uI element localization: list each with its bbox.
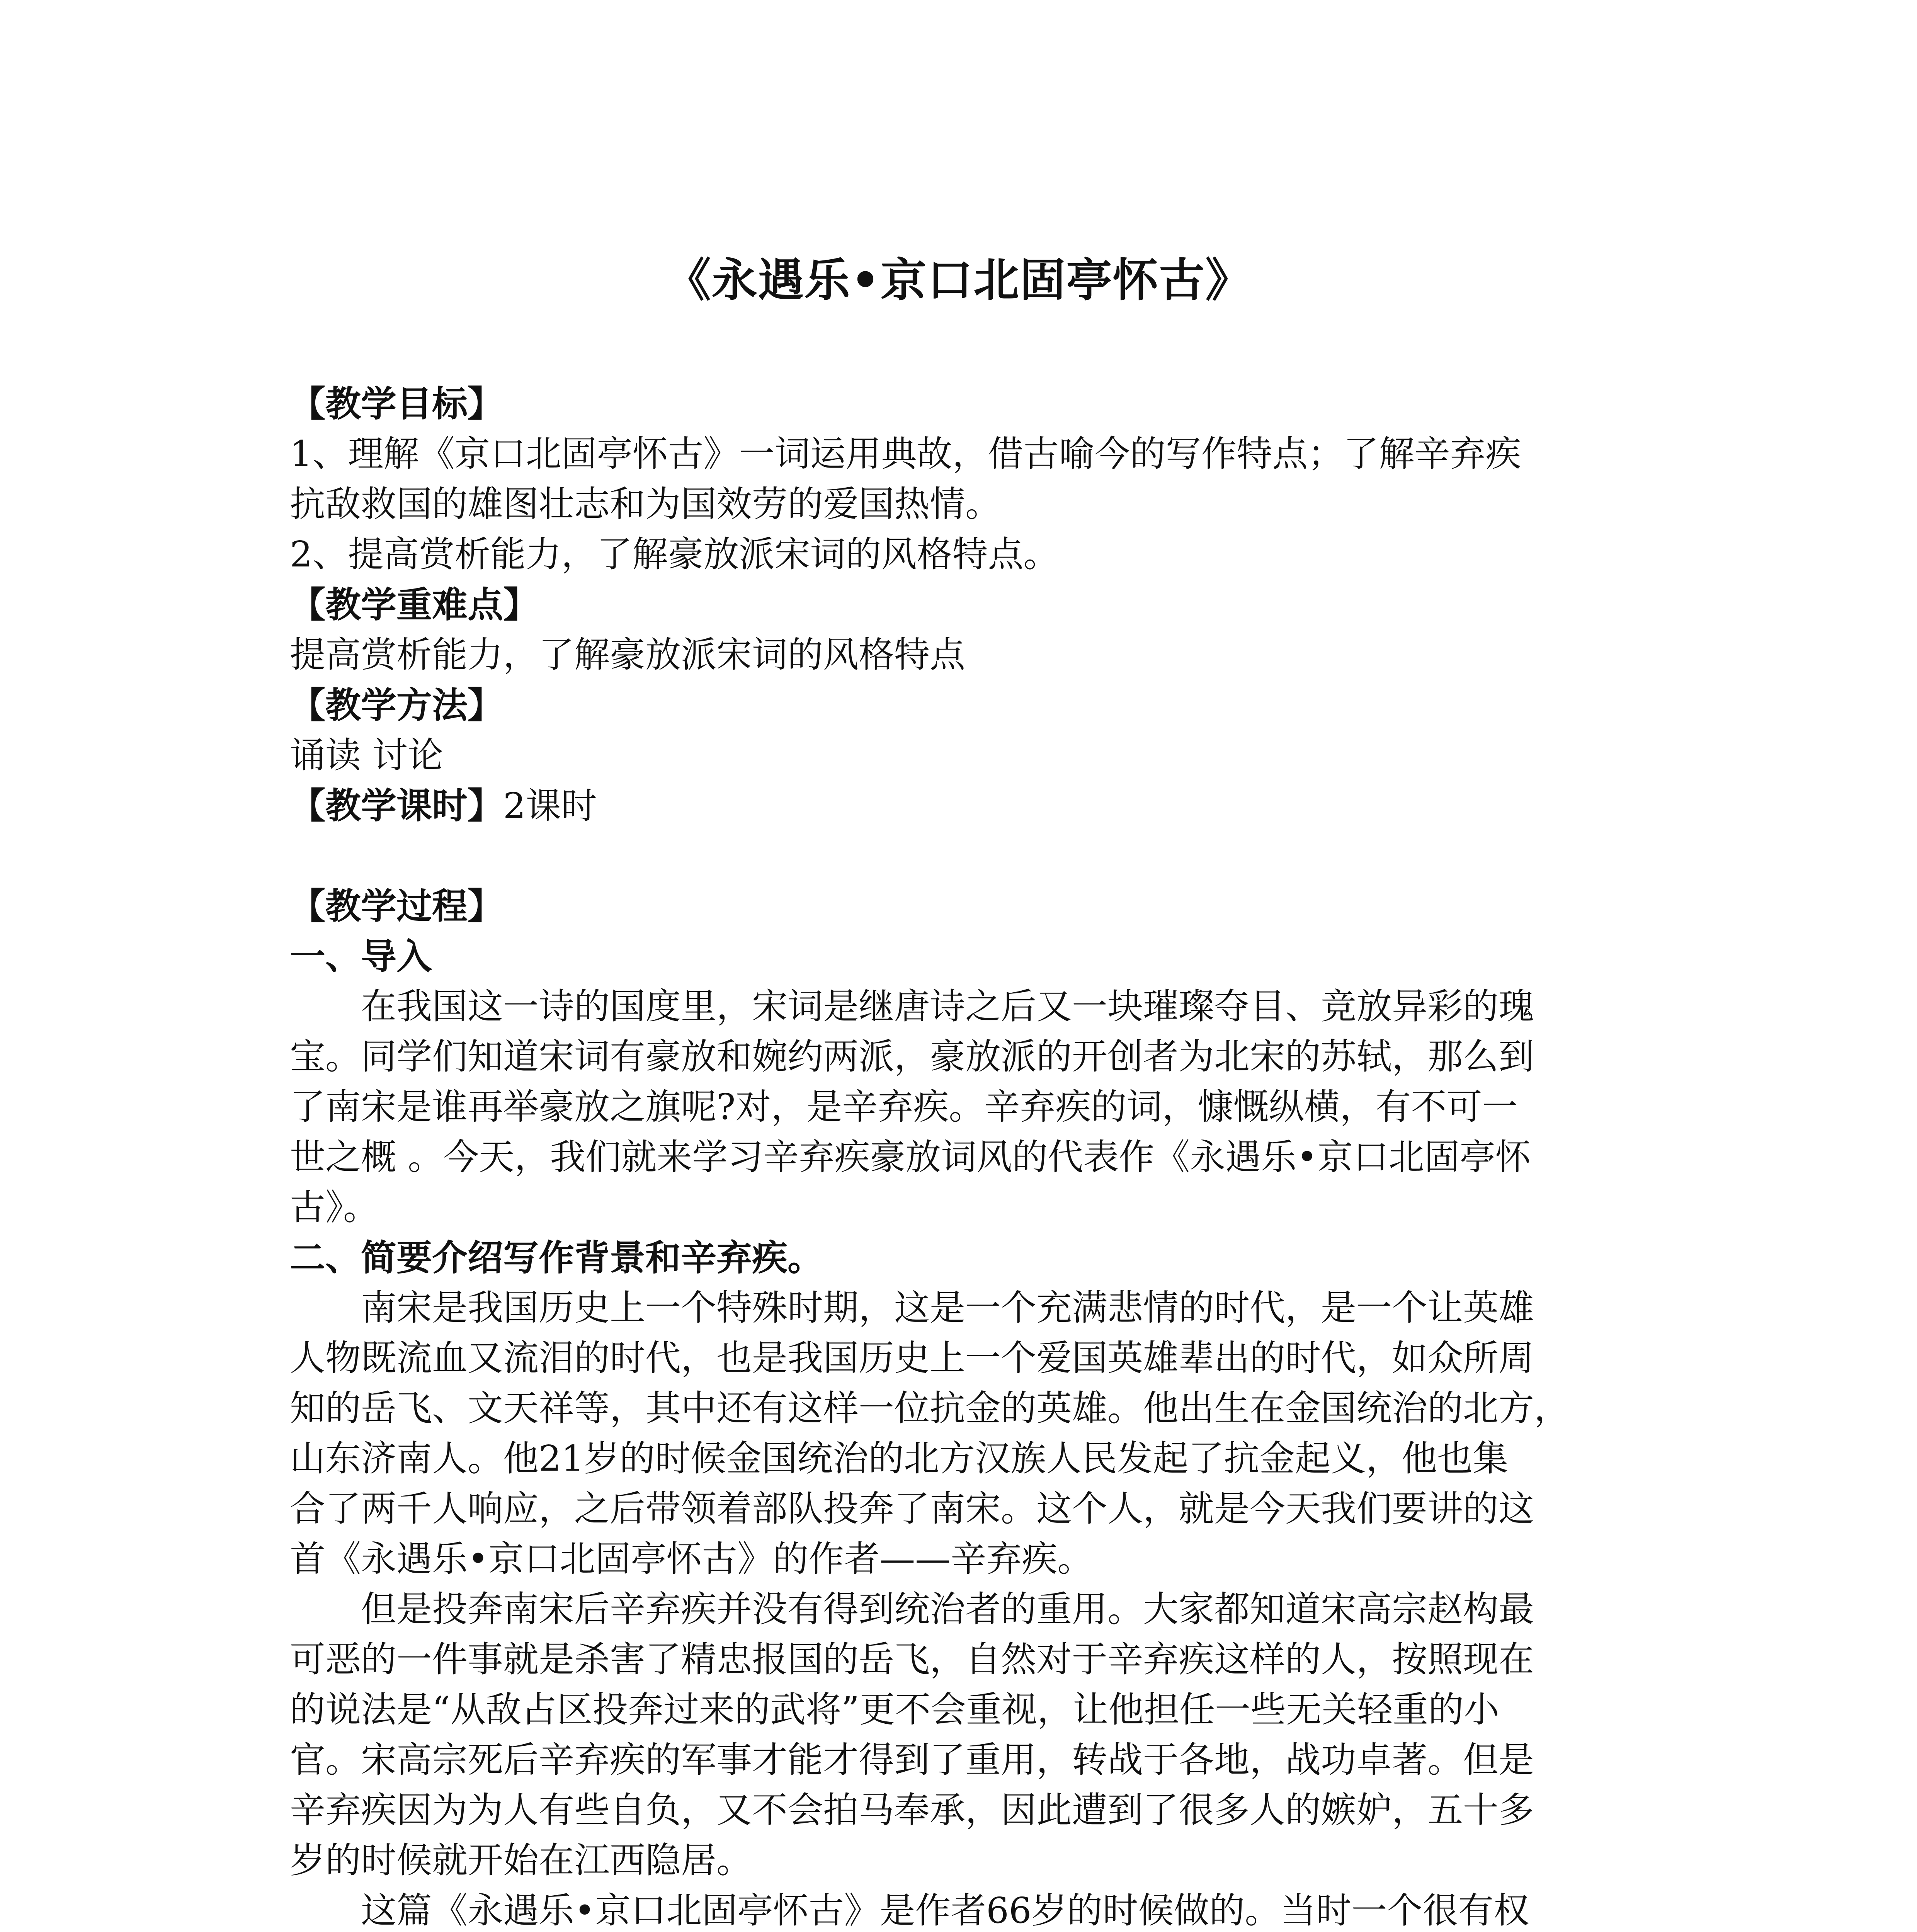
document-body — [290, 379, 1642, 1932]
text-line: 人物既流血又流泪的时代，也是我国历史上一个爱国英雄辈出的时代，如众所周 — [290, 1337, 1534, 1379]
blank-line — [290, 831, 1642, 881]
text-line: 但是投奔南宋后辛弃疾并没有得到统治者的重用。大家都知道宋高宗赵构最 — [361, 1588, 1534, 1630]
class-hours-line — [290, 781, 1642, 831]
section-heading-objectives: 【教学目标】 — [290, 383, 503, 425]
text-line: 岁的时候就开始在江西隐居。 — [290, 1840, 752, 1881]
text-line: 诵读 讨论 — [290, 735, 444, 776]
text-line: 这篇《永遇乐•京口北固亭怀古》是作者66岁的时候做的。当时一个很有权 — [361, 1890, 1529, 1931]
text-line: 2、提高赏析能力，了解豪放派宋词的风格特点。 — [290, 534, 1059, 575]
class-hours-value: 2课时 — [503, 785, 597, 827]
document-title: 《永遇乐•京口北固亭怀古》 — [665, 253, 1252, 307]
subheading-introduction: 一、导入 — [290, 935, 432, 977]
text-line: 山东济南人。他21岁的时候金国统治的北方汉族人民发起了抗金起义，他也集 — [290, 1438, 1509, 1479]
subheading-background: 二、简要介绍写作背景和辛弃疾。 — [290, 1237, 823, 1279]
text-line: 首《永遇乐•京口北固亭怀古》的作者——辛弃疾。 — [290, 1538, 1093, 1580]
text-line: 的说法是“从敌占区投奔过来的武将”更不会重视，让他担任一些无关轻重的小 — [290, 1689, 1500, 1730]
text-line: 了南宋是谁再举豪放之旗呢?对，是辛弃疾。辛弃疾的词，慷慨纵横，有不可一 — [290, 1086, 1518, 1128]
text-line: 知的岳飞、文天祥等，其中还有这样一位抗金的英雄。他出生在金国统治的北方， — [290, 1388, 1570, 1429]
text-line: 抗敌救国的雄图壮志和为国效劳的爱国热情。 — [290, 483, 1001, 525]
text-line: 在我国这一诗的国度里，宋词是继唐诗之后又一块璀璨夺目、竞放异彩的瑰 — [361, 986, 1534, 1027]
text-line: 合了两千人响应，之后带领着部队投奔了南宋。这个人，就是今天我们要讲的这 — [290, 1488, 1534, 1529]
section-heading-process: 【教学过程】 — [290, 885, 503, 927]
section-heading-class-hours: 【教学课时】 — [290, 785, 503, 827]
text-line: 辛弃疾因为为人有些自负，又不会拍马奉承，因此遭到了很多人的嫉妒，五十多 — [290, 1789, 1534, 1831]
text-line: 1、理解《京口北固亭怀古》一词运用典故，借古喻今的写作特点；了解辛弃疾 — [290, 433, 1521, 474]
text-line: 南宋是我国历史上一个特殊时期，这是一个充满悲情的时代，是一个让英雄 — [361, 1287, 1534, 1328]
text-line: 提高赏析能力，了解豪放派宋词的风格特点 — [290, 634, 966, 675]
text-line: 官。宋高宗死后辛弃疾的军事才能才得到了重用，转战于各地，战功卓著。但是 — [290, 1739, 1534, 1781]
text-line: 古》。 — [290, 1187, 379, 1228]
section-heading-key-points: 【教学重难点】 — [290, 584, 539, 626]
text-line: 宝。同学们知道宋词有豪放和婉约两派，豪放派的开创者为北宋的苏轼，那么到 — [290, 1036, 1534, 1077]
section-heading-methods: 【教学方法】 — [290, 684, 503, 726]
text-line: 世之概 。今天，我们就来学习辛弃疾豪放词风的代表作《永遇乐•京口北固亭怀 — [290, 1136, 1531, 1178]
text-line: 可恶的一件事就是杀害了精忠报国的岳飞，自然对于辛弃疾这样的人，按照现在 — [290, 1639, 1534, 1680]
